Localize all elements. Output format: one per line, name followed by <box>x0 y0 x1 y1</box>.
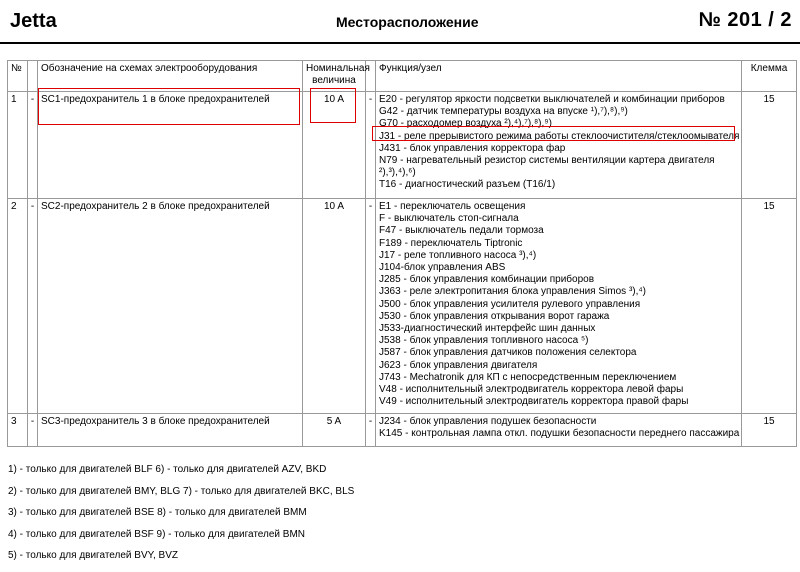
row-dash: - <box>28 199 38 414</box>
footnote: 1) - только для двигателей BLF 6) - только для двигателей AZV, BKD <box>8 464 327 475</box>
row-designation: SC1-предохранитель 1 в блоке предохранителей <box>38 92 303 199</box>
row-rating: 10 A <box>303 92 366 199</box>
function-item: J17 - реле топливного насоса ³),⁴) <box>379 249 537 261</box>
col-header-no: № <box>8 61 28 92</box>
row-dash-function: - <box>366 414 376 447</box>
highlight-designation <box>38 88 300 125</box>
row-terminal: 15 <box>742 199 797 414</box>
function-item: N79 - нагревательный резистор системы вентиляции картера двигателя <box>379 155 715 167</box>
row-no: 2 <box>8 199 28 414</box>
footnote: 3) - только для двигателей BSE 8) - только для двигателей BMM <box>8 507 307 519</box>
row-rating: 10 A <box>303 199 366 414</box>
function-item: J431 - блок управления корректора фар <box>379 142 566 154</box>
row-dash-function: - <box>366 199 376 414</box>
table-row <box>8 199 797 414</box>
function-item: V49 - исполнительный электродвигатель корректора правой фары <box>379 396 689 408</box>
function-item: K145 - контрольная лампа откл. подушки безопасности переднего пассажира <box>379 428 740 440</box>
row-rating: 5 A <box>303 414 366 447</box>
model-name: Jetta <box>10 10 57 32</box>
function-item: F189 - переключатель Tiptronic <box>379 237 523 249</box>
row-functions <box>376 414 742 447</box>
row-functions <box>376 92 742 199</box>
col-header-rating: Номинальная величина <box>303 61 366 92</box>
function-item: J743 - Mechatronik для КП с непосредственным переключением <box>379 371 677 383</box>
footnote: 2) - только для двигателей BMY, BLG 7) - только для двигателей BKC, BLS <box>8 485 355 497</box>
col-header-designation: Обозначение на схемах электрооборудования <box>38 61 303 92</box>
row-no: 3 <box>8 414 28 447</box>
footnote: 4) - только для двигателей BSF 9) - только для двигателей BMN <box>8 528 306 540</box>
col-header-function: Функция/узел <box>376 61 742 92</box>
row-dash: - <box>28 414 38 447</box>
table-row <box>8 414 797 447</box>
function-item: G42 - датчик температуры воздуха на впуске ¹),⁷),⁸),⁹) <box>379 106 628 118</box>
function-item: J363 - реле электропитания блока управления Simos ³),⁴) <box>379 286 647 298</box>
function-item: J234 - блок управления подушек безопасности <box>379 416 597 427</box>
footnotes <box>8 464 354 572</box>
page-header <box>0 0 800 44</box>
function-item: J530 - блок управления открывания ворот гаража <box>379 310 610 322</box>
table-header-row <box>8 61 797 92</box>
function-item: F47 - выключатель педали тормоза <box>379 225 544 237</box>
function-item: J587 - блок управления датчиков положения селектора <box>379 347 637 359</box>
function-item: J533-диагностический интерфейс шин данных <box>379 323 596 335</box>
row-functions <box>376 199 742 414</box>
highlight-rating <box>310 88 356 123</box>
header-divider <box>0 42 800 44</box>
page-title: Месторасположение <box>336 14 479 30</box>
function-item: V48 - исполнительный электродвигатель корректора левой фары <box>379 384 684 396</box>
function-item: J31 - реле прерывистого режима работы стеклоочистителя/стеклоомывателя <box>379 130 740 142</box>
function-item: E20 - регулятор яркости подсветки выключателей и комбинации приборов <box>379 94 725 105</box>
row-terminal: 15 <box>742 414 797 447</box>
col-header-dash <box>28 61 38 92</box>
function-item: ²),³),⁴),⁶) <box>379 167 416 179</box>
function-item: J500 - блок управления усилителя рулевого управления <box>379 298 641 310</box>
row-designation: SC2-предохранитель 2 в блоке предохранителей <box>38 199 303 414</box>
highlight-j31 <box>372 126 735 141</box>
function-item: E1 - переключатель освещения <box>379 201 526 212</box>
row-terminal: 15 <box>742 92 797 199</box>
function-item: J623 - блок управления двигателя <box>379 359 538 371</box>
row-designation: SC3-предохранитель 3 в блоке предохранителей <box>38 414 303 447</box>
footnote: 5) - только для двигателей BVY, BVZ <box>8 550 179 562</box>
function-item: T16 - диагностический разъем (T16/1) <box>379 179 556 191</box>
function-item: J104-блок управления ABS <box>379 262 506 274</box>
row-dash: - <box>28 92 38 199</box>
function-item: F - выключатель стоп-сигнала <box>379 213 519 225</box>
function-item: J538 - блок управления топливного насоса ⁵) <box>379 335 589 347</box>
row-no: 1 <box>8 92 28 199</box>
page-number: № 201 / 2 <box>698 9 792 31</box>
col-header-terminal: Клемма <box>742 61 797 92</box>
function-item: G70 - расходомер воздуха ²),⁴),⁷),⁸),⁹) <box>379 118 552 130</box>
function-item: J285 - блок управления комбинации приборов <box>379 274 595 286</box>
row-dash-function: - <box>366 92 376 199</box>
